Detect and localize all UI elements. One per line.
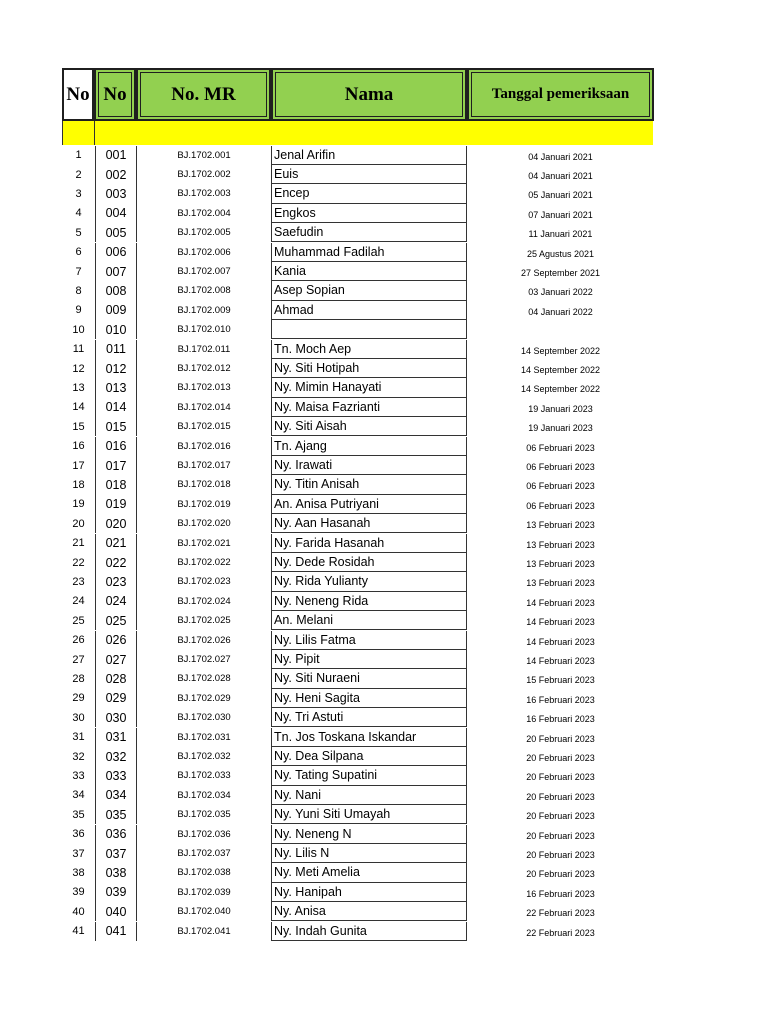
no-cell[interactable]: 017 bbox=[95, 456, 137, 475]
tanggal-cell[interactable]: 20 Februari 2023 bbox=[526, 791, 595, 802]
table-row bbox=[62, 475, 662, 494]
tanggal-cell[interactable]: 16 Februari 2023 bbox=[526, 714, 595, 725]
no-cell[interactable]: 031 bbox=[95, 728, 137, 747]
tanggal-cell[interactable]: 13 Februari 2023 bbox=[526, 520, 595, 531]
tanggal-cell[interactable]: 16 Februari 2023 bbox=[526, 694, 595, 705]
mr-number-cell[interactable]: BJ.1702.017 bbox=[177, 460, 231, 472]
row-index-cell[interactable]: 28 bbox=[72, 672, 85, 685]
nama-cell[interactable]: Saefudin bbox=[271, 223, 467, 242]
tanggal-cell[interactable]: 14 September 2022 bbox=[520, 365, 601, 376]
table-row bbox=[62, 223, 662, 242]
no-cell[interactable]: 037 bbox=[95, 844, 137, 863]
row-index-cell[interactable]: 19 bbox=[72, 498, 85, 511]
no-cell[interactable]: 007 bbox=[95, 262, 137, 281]
nama-cell[interactable]: Ny. Siti Nuraeni bbox=[271, 669, 467, 688]
tanggal-cell[interactable]: 25 Agustus 2021 bbox=[526, 248, 595, 259]
row-index-cell[interactable]: 11 bbox=[72, 343, 85, 356]
row-index-cell[interactable]: 5 bbox=[75, 226, 82, 239]
mr-number-cell[interactable]: BJ.1702.035 bbox=[177, 809, 231, 821]
table-row bbox=[62, 669, 662, 688]
mr-number-cell[interactable]: BJ.1702.028 bbox=[177, 673, 231, 685]
no-cell[interactable]: 001 bbox=[95, 146, 137, 165]
no-cell[interactable]: 009 bbox=[95, 301, 137, 320]
tanggal-cell[interactable]: 13 Februari 2023 bbox=[526, 559, 595, 570]
no-cell[interactable]: 022 bbox=[95, 553, 137, 572]
row-index-cell[interactable]: 9 bbox=[75, 304, 82, 317]
row-index-cell[interactable]: 32 bbox=[72, 750, 85, 763]
mr-number-cell[interactable]: BJ.1702.029 bbox=[177, 692, 231, 704]
yellow-band-index-cell[interactable] bbox=[62, 121, 95, 145]
no-cell[interactable]: 012 bbox=[95, 359, 137, 378]
tanggal-cell[interactable]: 14 Februari 2023 bbox=[526, 656, 595, 667]
no-cell[interactable]: 034 bbox=[95, 786, 137, 805]
mr-number-cell[interactable]: BJ.1702.037 bbox=[177, 848, 231, 860]
no-cell[interactable]: 038 bbox=[95, 863, 137, 882]
mr-number-cell[interactable]: BJ.1702.002 bbox=[177, 169, 231, 181]
tanggal-cell[interactable]: 06 Februari 2023 bbox=[526, 481, 595, 492]
nama-cell[interactable]: Ny. Irawati bbox=[271, 456, 467, 475]
table-row bbox=[62, 204, 662, 223]
tanggal-cell[interactable]: 16 Februari 2023 bbox=[526, 888, 595, 899]
nama-cell[interactable]: Ny. Siti Hotipah bbox=[271, 359, 467, 378]
table-row bbox=[62, 165, 662, 184]
mr-number-cell[interactable]: BJ.1702.004 bbox=[177, 207, 231, 219]
mr-number-cell[interactable]: BJ.1702.027 bbox=[177, 654, 231, 666]
no-cell[interactable]: 033 bbox=[95, 766, 137, 785]
header-nama[interactable]: Nama bbox=[271, 68, 467, 121]
mr-number-cell[interactable]: BJ.1702.009 bbox=[177, 304, 231, 316]
row-index-cell[interactable]: 18 bbox=[72, 478, 85, 491]
table-row bbox=[62, 320, 662, 339]
no-cell[interactable]: 039 bbox=[95, 883, 137, 902]
mr-number-cell[interactable]: BJ.1702.011 bbox=[177, 343, 231, 355]
no-cell[interactable]: 032 bbox=[95, 747, 137, 766]
tanggal-cell[interactable]: 14 Februari 2023 bbox=[526, 597, 595, 608]
row-index-cell[interactable]: 17 bbox=[72, 459, 85, 472]
table-row bbox=[62, 902, 662, 921]
nama-cell[interactable]: An. Melani bbox=[271, 611, 467, 630]
row-index-cell[interactable]: 16 bbox=[72, 440, 85, 453]
mr-number-cell[interactable]: BJ.1702.003 bbox=[177, 188, 231, 200]
row-index-cell[interactable]: 30 bbox=[72, 711, 85, 724]
nama-cell[interactable]: Ny. Dea Silpana bbox=[271, 747, 467, 766]
nama-cell[interactable]: Ny. Maisa Fazrianti bbox=[271, 398, 467, 417]
nama-cell[interactable]: Engkos bbox=[271, 204, 467, 223]
mr-number-cell[interactable]: BJ.1702.032 bbox=[177, 751, 231, 763]
tanggal-cell[interactable]: 04 Januari 2021 bbox=[528, 151, 593, 162]
row-index-cell[interactable]: 23 bbox=[72, 575, 85, 588]
mr-number-cell[interactable]: BJ.1702.015 bbox=[177, 421, 231, 433]
mr-number-cell[interactable]: BJ.1702.001 bbox=[177, 149, 231, 161]
tanggal-cell[interactable]: 06 Februari 2023 bbox=[526, 500, 595, 511]
table-row bbox=[62, 592, 662, 611]
nama-cell[interactable]: Muhammad Fadilah bbox=[271, 243, 467, 262]
row-index-cell[interactable]: 2 bbox=[75, 168, 82, 181]
tanggal-cell[interactable]: 07 Januari 2021 bbox=[528, 209, 593, 220]
tanggal-cell[interactable]: 13 Februari 2023 bbox=[526, 578, 595, 589]
tanggal-cell[interactable]: 15 Februari 2023 bbox=[526, 675, 595, 686]
mr-number-cell[interactable]: BJ.1702.018 bbox=[177, 479, 231, 491]
mr-number-cell[interactable]: BJ.1702.041 bbox=[177, 925, 231, 937]
row-index-cell[interactable]: 7 bbox=[75, 265, 82, 278]
no-cell[interactable]: 027 bbox=[95, 650, 137, 669]
tanggal-cell[interactable]: 06 Februari 2023 bbox=[526, 442, 595, 453]
table-row bbox=[62, 747, 662, 766]
row-index-cell[interactable]: 20 bbox=[72, 517, 85, 530]
table-row bbox=[62, 805, 662, 824]
no-cell[interactable]: 014 bbox=[95, 398, 137, 417]
row-index-cell[interactable]: 1 bbox=[75, 149, 82, 162]
mr-number-cell[interactable]: BJ.1702.036 bbox=[177, 828, 231, 840]
table-row bbox=[62, 553, 662, 572]
tanggal-cell[interactable]: 20 Februari 2023 bbox=[526, 811, 595, 822]
table-row bbox=[62, 689, 662, 708]
nama-cell[interactable]: Ny. Farida Hasanah bbox=[271, 534, 467, 553]
nama-cell[interactable]: Ahmad bbox=[271, 301, 467, 320]
no-cell[interactable]: 026 bbox=[95, 631, 137, 650]
tanggal-cell[interactable]: 19 Januari 2023 bbox=[528, 403, 593, 414]
mr-number-cell[interactable]: BJ.1702.031 bbox=[177, 731, 231, 743]
nama-cell[interactable]: Ny. Lilis Fatma bbox=[271, 631, 467, 650]
table-row bbox=[62, 437, 662, 456]
row-index-cell[interactable]: 13 bbox=[72, 381, 85, 394]
tanggal-cell[interactable]: 20 Februari 2023 bbox=[526, 869, 595, 880]
no-cell[interactable]: 006 bbox=[95, 243, 137, 262]
no-cell[interactable]: 021 bbox=[95, 534, 137, 553]
row-index-cell[interactable]: 4 bbox=[75, 207, 82, 220]
nama-cell[interactable]: Ny. Meti Amelia bbox=[271, 863, 467, 882]
table-row bbox=[62, 922, 662, 941]
tanggal-cell[interactable]: 22 Februari 2023 bbox=[526, 908, 595, 919]
mr-number-cell[interactable]: BJ.1702.014 bbox=[177, 401, 231, 413]
table-row bbox=[62, 708, 662, 727]
no-cell[interactable]: 004 bbox=[95, 204, 137, 223]
tanggal-cell[interactable]: 04 Januari 2021 bbox=[528, 171, 593, 182]
nama-cell[interactable]: Ny. Indah Gunita bbox=[271, 922, 467, 941]
nama-cell[interactable]: Ny. Lilis N bbox=[271, 844, 467, 863]
mr-number-cell[interactable]: BJ.1702.039 bbox=[177, 886, 231, 898]
row-index-cell[interactable]: 38 bbox=[72, 866, 85, 879]
mr-number-cell[interactable]: BJ.1702.038 bbox=[177, 867, 231, 879]
nama-cell[interactable]: Ny. Mimin Hanayati bbox=[271, 378, 467, 397]
row-index-cell[interactable]: 31 bbox=[72, 731, 85, 744]
no-cell[interactable]: 041 bbox=[95, 922, 137, 941]
table-row bbox=[62, 359, 662, 378]
table-row bbox=[62, 301, 662, 320]
no-cell[interactable]: 025 bbox=[95, 611, 137, 630]
row-index-cell[interactable]: 21 bbox=[72, 537, 85, 550]
nama-cell[interactable]: Ny. Yuni Siti Umayah bbox=[271, 805, 467, 824]
nama-cell[interactable] bbox=[271, 320, 467, 339]
tanggal-cell[interactable]: 20 Februari 2023 bbox=[526, 830, 595, 841]
table-row bbox=[62, 398, 662, 417]
tanggal-cell[interactable]: 27 September 2021 bbox=[520, 268, 601, 279]
row-index-cell[interactable]: 8 bbox=[75, 284, 82, 297]
nama-cell[interactable]: Tn. Moch Aep bbox=[271, 340, 467, 359]
table-row bbox=[62, 863, 662, 882]
mr-number-cell[interactable]: BJ.1702.005 bbox=[177, 227, 231, 239]
nama-cell[interactable]: An. Anisa Putriyani bbox=[271, 495, 467, 514]
no-cell[interactable]: 023 bbox=[95, 572, 137, 591]
tanggal-cell[interactable]: 20 Februari 2023 bbox=[526, 753, 595, 764]
mr-number-cell[interactable]: BJ.1702.006 bbox=[177, 246, 231, 258]
tanggal-cell[interactable]: 05 Januari 2021 bbox=[528, 190, 593, 201]
table-row bbox=[62, 631, 662, 650]
tanggal-cell[interactable]: 14 September 2022 bbox=[520, 345, 601, 356]
row-index-cell[interactable]: 26 bbox=[72, 634, 85, 647]
no-cell[interactable]: 013 bbox=[95, 378, 137, 397]
table-row bbox=[62, 281, 662, 300]
nama-cell[interactable]: Ny. Rida Yulianty bbox=[271, 572, 467, 591]
no-cell[interactable]: 010 bbox=[95, 320, 137, 339]
mr-number-cell[interactable]: BJ.1702.021 bbox=[177, 537, 231, 549]
tanggal-cell[interactable]: 11 Januari 2021 bbox=[528, 229, 593, 240]
mr-number-cell[interactable]: BJ.1702.008 bbox=[177, 285, 231, 297]
row-index-cell[interactable]: 37 bbox=[72, 847, 85, 860]
nama-cell[interactable]: Ny. Anisa bbox=[271, 902, 467, 921]
no-cell[interactable]: 011 bbox=[95, 340, 137, 359]
tanggal-cell[interactable]: 06 Februari 2023 bbox=[526, 462, 595, 473]
no-cell[interactable]: 016 bbox=[95, 437, 137, 456]
table-row bbox=[62, 786, 662, 805]
row-index-cell[interactable]: 27 bbox=[72, 653, 85, 666]
nama-cell[interactable]: Jenal Arifin bbox=[271, 146, 467, 165]
no-cell[interactable]: 036 bbox=[95, 825, 137, 844]
nama-cell[interactable]: Ny. Neneng N bbox=[271, 825, 467, 844]
tanggal-cell[interactable]: 13 Februari 2023 bbox=[526, 539, 595, 550]
tanggal-cell[interactable]: 20 Februari 2023 bbox=[526, 733, 595, 744]
header-no-index[interactable]: No bbox=[62, 68, 94, 121]
tanggal-cell[interactable] bbox=[467, 320, 654, 339]
header-no[interactable]: No bbox=[94, 68, 136, 121]
tanggal-cell[interactable]: 14 September 2022 bbox=[520, 384, 601, 395]
no-cell[interactable]: 035 bbox=[95, 805, 137, 824]
mr-number-cell[interactable]: BJ.1702.019 bbox=[177, 498, 231, 510]
table-row bbox=[62, 146, 662, 165]
nama-cell[interactable]: Ny. Neneng Rida bbox=[271, 592, 467, 611]
row-index-cell[interactable]: 34 bbox=[72, 789, 85, 802]
row-index-cell[interactable]: 25 bbox=[72, 614, 85, 627]
no-cell[interactable]: 020 bbox=[95, 514, 137, 533]
mr-number-cell[interactable]: BJ.1702.034 bbox=[177, 789, 231, 801]
table-row bbox=[62, 378, 662, 397]
row-index-cell[interactable]: 22 bbox=[72, 556, 85, 569]
table-row bbox=[62, 650, 662, 669]
table-row bbox=[62, 572, 662, 591]
nama-cell[interactable]: Ny. Heni Sagita bbox=[271, 689, 467, 708]
nama-cell[interactable]: Asep Sopian bbox=[271, 281, 467, 300]
nama-cell[interactable]: Ny. Nani bbox=[271, 786, 467, 805]
row-index-cell[interactable]: 12 bbox=[72, 362, 85, 375]
mr-number-cell[interactable]: BJ.1702.030 bbox=[177, 712, 231, 724]
row-index-cell[interactable]: 33 bbox=[72, 769, 85, 782]
table-row bbox=[62, 184, 662, 203]
table-row bbox=[62, 844, 662, 863]
yellow-band-row[interactable] bbox=[95, 121, 653, 145]
nama-cell[interactable]: Ny. Aan Hasanah bbox=[271, 514, 467, 533]
nama-cell[interactable]: Kania bbox=[271, 262, 467, 281]
no-cell[interactable]: 024 bbox=[95, 592, 137, 611]
mr-number-cell[interactable]: BJ.1702.025 bbox=[177, 615, 231, 627]
tanggal-cell[interactable]: 14 Februari 2023 bbox=[526, 636, 595, 647]
row-index-cell[interactable]: 24 bbox=[72, 595, 85, 608]
row-index-cell[interactable]: 40 bbox=[72, 905, 85, 918]
tanggal-cell[interactable]: 04 Januari 2022 bbox=[528, 306, 593, 317]
table-row bbox=[62, 611, 662, 630]
row-index-cell[interactable]: 14 bbox=[72, 401, 85, 414]
mr-number-cell[interactable]: BJ.1702.016 bbox=[177, 440, 231, 452]
tanggal-cell[interactable]: 14 Februari 2023 bbox=[526, 617, 595, 628]
no-cell[interactable]: 002 bbox=[95, 165, 137, 184]
table-row bbox=[62, 340, 662, 359]
mr-number-cell[interactable]: BJ.1702.033 bbox=[177, 770, 231, 782]
row-index-cell[interactable]: 39 bbox=[72, 886, 85, 899]
nama-cell[interactable]: Tn. Ajang bbox=[271, 437, 467, 456]
nama-cell[interactable]: Encep bbox=[271, 184, 467, 203]
row-index-cell[interactable]: 15 bbox=[72, 420, 85, 433]
mr-number-cell[interactable]: BJ.1702.020 bbox=[177, 518, 231, 530]
nama-cell[interactable]: Ny. Hanipah bbox=[271, 883, 467, 902]
mr-number-cell[interactable]: BJ.1702.040 bbox=[177, 906, 231, 918]
tanggal-cell[interactable]: 03 Januari 2022 bbox=[528, 287, 593, 298]
nama-cell[interactable]: Ny. Tating Supatini bbox=[271, 766, 467, 785]
mr-number-cell[interactable]: BJ.1702.012 bbox=[177, 363, 231, 375]
mr-number-cell[interactable]: BJ.1702.013 bbox=[177, 382, 231, 394]
table-row bbox=[62, 766, 662, 785]
no-cell[interactable]: 029 bbox=[95, 689, 137, 708]
nama-cell[interactable]: Ny. Pipit bbox=[271, 650, 467, 669]
row-index-cell[interactable]: 29 bbox=[72, 692, 85, 705]
nama-cell[interactable]: Ny. Titin Anisah bbox=[271, 475, 467, 494]
table-row bbox=[62, 417, 662, 436]
no-cell[interactable]: 003 bbox=[95, 184, 137, 203]
nama-cell[interactable]: Ny. Siti Aisah bbox=[271, 417, 467, 436]
nama-cell[interactable]: Tn. Jos Toskana Iskandar bbox=[271, 728, 467, 747]
table-row bbox=[62, 883, 662, 902]
table-row bbox=[62, 825, 662, 844]
tanggal-cell[interactable]: 20 Februari 2023 bbox=[526, 850, 595, 861]
table-row bbox=[62, 262, 662, 281]
row-index-cell[interactable]: 3 bbox=[75, 187, 82, 200]
no-cell[interactable]: 015 bbox=[95, 417, 137, 436]
no-cell[interactable]: 040 bbox=[95, 902, 137, 921]
no-cell[interactable]: 005 bbox=[95, 223, 137, 242]
no-cell[interactable]: 019 bbox=[95, 495, 137, 514]
table-row bbox=[62, 495, 662, 514]
mr-number-cell[interactable]: BJ.1702.024 bbox=[177, 595, 231, 607]
tanggal-cell[interactable]: 22 Februari 2023 bbox=[526, 927, 595, 938]
row-index-cell[interactable]: 6 bbox=[75, 246, 82, 259]
tanggal-cell[interactable]: 20 Februari 2023 bbox=[526, 772, 595, 783]
table-row bbox=[62, 534, 662, 553]
mr-number-cell[interactable]: BJ.1702.023 bbox=[177, 576, 231, 588]
tanggal-cell[interactable]: 19 Januari 2023 bbox=[528, 423, 593, 434]
table-row bbox=[62, 728, 662, 747]
table-row bbox=[62, 514, 662, 533]
mr-number-cell[interactable]: BJ.1702.007 bbox=[177, 266, 231, 278]
header-tanggal-pemeriksaan[interactable]: Tanggal pemeriksaan bbox=[467, 68, 654, 121]
no-cell[interactable]: 008 bbox=[95, 281, 137, 300]
nama-cell[interactable]: Euis bbox=[271, 165, 467, 184]
mr-number-cell[interactable]: BJ.1702.022 bbox=[177, 557, 231, 569]
nama-cell[interactable]: Ny. Tri Astuti bbox=[271, 708, 467, 727]
mr-number-cell[interactable]: BJ.1702.026 bbox=[177, 634, 231, 646]
row-index-cell[interactable]: 41 bbox=[72, 925, 85, 938]
table-row bbox=[62, 456, 662, 475]
no-cell[interactable]: 030 bbox=[95, 708, 137, 727]
no-cell[interactable]: 018 bbox=[95, 475, 137, 494]
table-row bbox=[62, 243, 662, 262]
mr-number-cell[interactable]: BJ.1702.010 bbox=[177, 324, 231, 336]
row-index-cell[interactable]: 36 bbox=[72, 828, 85, 841]
nama-cell[interactable]: Ny. Dede Rosidah bbox=[271, 553, 467, 572]
row-index-cell[interactable]: 10 bbox=[72, 323, 85, 336]
no-cell[interactable]: 028 bbox=[95, 669, 137, 688]
header-no-mr[interactable]: No. MR bbox=[136, 68, 271, 121]
row-index-cell[interactable]: 35 bbox=[72, 808, 85, 821]
